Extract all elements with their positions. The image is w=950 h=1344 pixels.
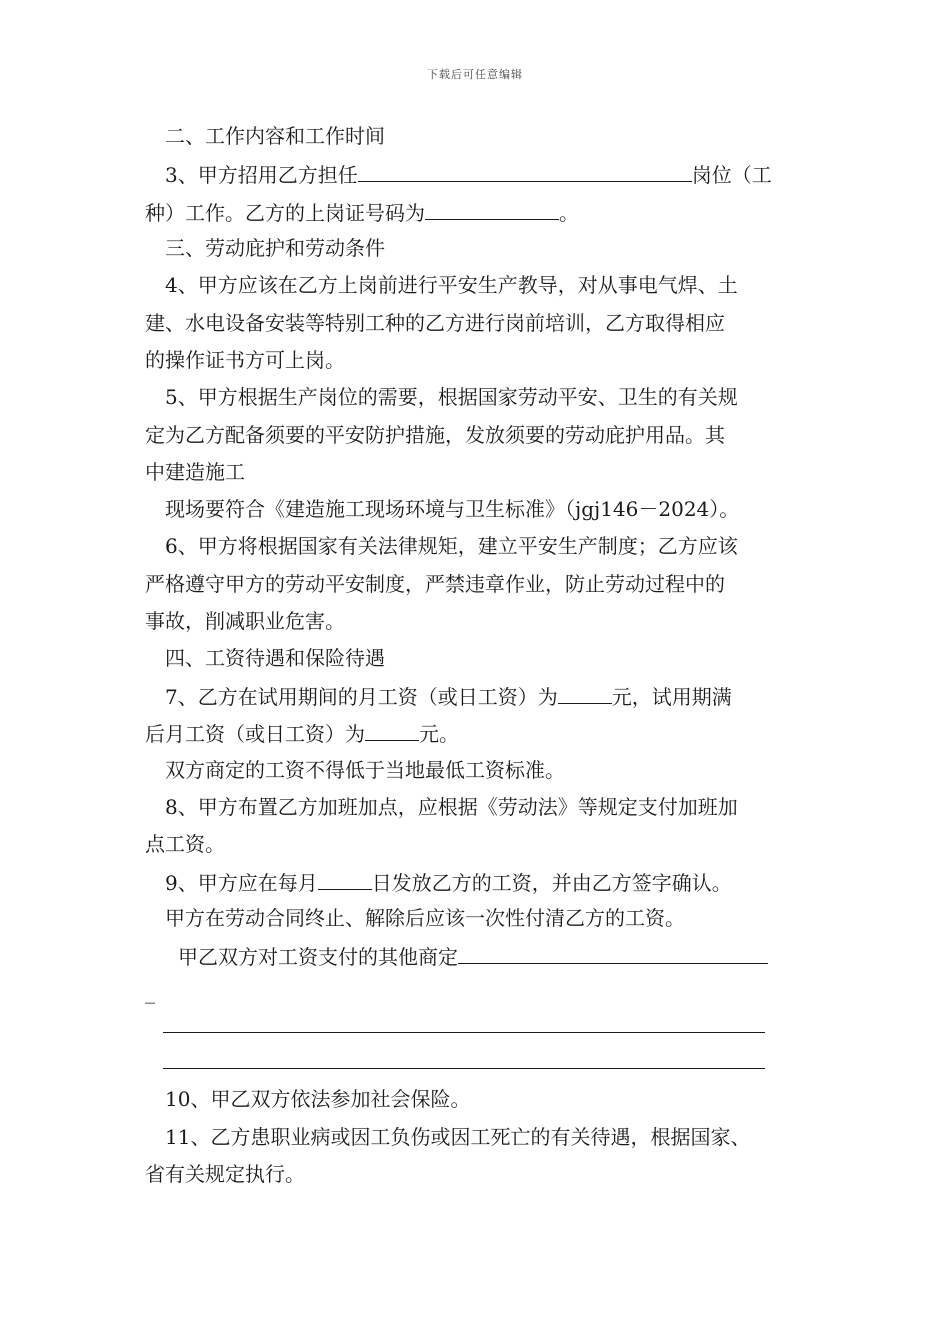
regular-wage-blank[interactable]: [365, 718, 419, 741]
probation-wage-blank[interactable]: [558, 681, 612, 704]
clause-5-line-4: 现场要符合《建造施工现场环境与卫生标准》（jgj146－2024）。: [165, 497, 740, 521]
continuation-underscore: _: [145, 980, 155, 1004]
clause-6-line-2: 严格遵守甲方的劳动平安制度，严禁违章作业，防止劳动过程中的: [145, 572, 725, 596]
clause-4-line-2: 建、水电设备安装等特别工种的乙方进行岗前培训，乙方取得相应: [145, 311, 725, 335]
clause-7-text-d: 元。: [419, 722, 459, 746]
clause-8-line-1: 8、甲方布置乙方加班加点，应根据《劳动法》等规定支付加班加: [165, 795, 738, 819]
clause-7-text-a: 7、乙方在试用期间的月工资（或日工资）为: [165, 685, 558, 709]
clause-7-line-1: [165, 681, 732, 711]
clause-3-text-c: 种）工作。乙方的上岗证号码为: [145, 201, 425, 225]
clause-9-text-b: 日发放乙方的工资，并由乙方签字确认。: [371, 871, 732, 895]
page-header: 下载后可任意编辑: [427, 68, 523, 81]
other-agreement-blank[interactable]: [458, 941, 768, 964]
clause-7-text-c: 后月工资（或日工资）为: [145, 722, 365, 746]
clause-4-line-3: 的操作证书方可上岗。: [145, 348, 345, 372]
clause-8-line-2: 点工资。: [145, 832, 225, 856]
clause-9-text-a: 9、甲方应在每月: [165, 871, 318, 895]
clause-6-line-1: 6、甲方将根据国家有关法律规矩，建立平安生产制度；乙方应该: [165, 534, 738, 558]
section-heading-work-content: 二、工作内容和工作时间: [165, 124, 385, 148]
other-wage-agreement-text: 甲乙双方对工资支付的其他商定: [178, 945, 458, 969]
clause-11-line-2: 省有关规定执行。: [145, 1162, 305, 1186]
clause-5-line-1: 5、甲方根据生产岗位的需要，根据国家劳动平安、卫生的有关规: [165, 385, 738, 409]
clause-4-line-1: 4、甲方应该在乙方上岗前进行平安生产教导，对从事电气焊、土: [165, 273, 738, 297]
agreement-blank-line-1[interactable]: [163, 1032, 765, 1033]
clause-7-text-b: 元，试用期满: [611, 685, 732, 709]
minimum-wage-note: 双方商定的工资不得低于当地最低工资标准。: [165, 758, 565, 782]
clause-11-line-1: 11、乙方患职业病或因工负伤或因工死亡的有关待遇，根据国家、: [165, 1125, 751, 1149]
clause-9-line-1: [165, 867, 732, 897]
clause-10: 10、甲乙双方依法参加社会保险。: [165, 1087, 471, 1111]
agreement-blank-line-2[interactable]: [163, 1068, 765, 1069]
clause-5-line-3: 中建造施工: [145, 460, 245, 484]
other-wage-agreement-line: [178, 941, 768, 971]
clause-3-line-1: [165, 159, 772, 189]
clause-3-text-d: 。: [559, 201, 579, 225]
pay-day-blank[interactable]: [318, 867, 372, 890]
clause-3-line-2: [145, 197, 579, 227]
section-heading-wages: 四、工资待遇和保险待遇: [165, 646, 385, 670]
clause-6-line-3: 事故，削减职业危害。: [145, 609, 345, 633]
clause-7-line-2: [145, 718, 459, 748]
final-payment-note: 甲方在劳动合同终止、解除后应该一次性付清乙方的工资。: [165, 906, 685, 930]
clause-3-text-b: 岗位（工: [691, 163, 772, 187]
section-heading-labor-protection: 三、劳动庇护和劳动条件: [165, 236, 385, 260]
certificate-number-blank[interactable]: [425, 197, 559, 220]
clause-5-line-2: 定为乙方配备须要的平安防护措施，发放须要的劳动庇护用品。其: [145, 423, 725, 447]
clause-3-text-a: 3、甲方招用乙方担任: [165, 163, 358, 187]
position-blank[interactable]: [358, 159, 692, 182]
